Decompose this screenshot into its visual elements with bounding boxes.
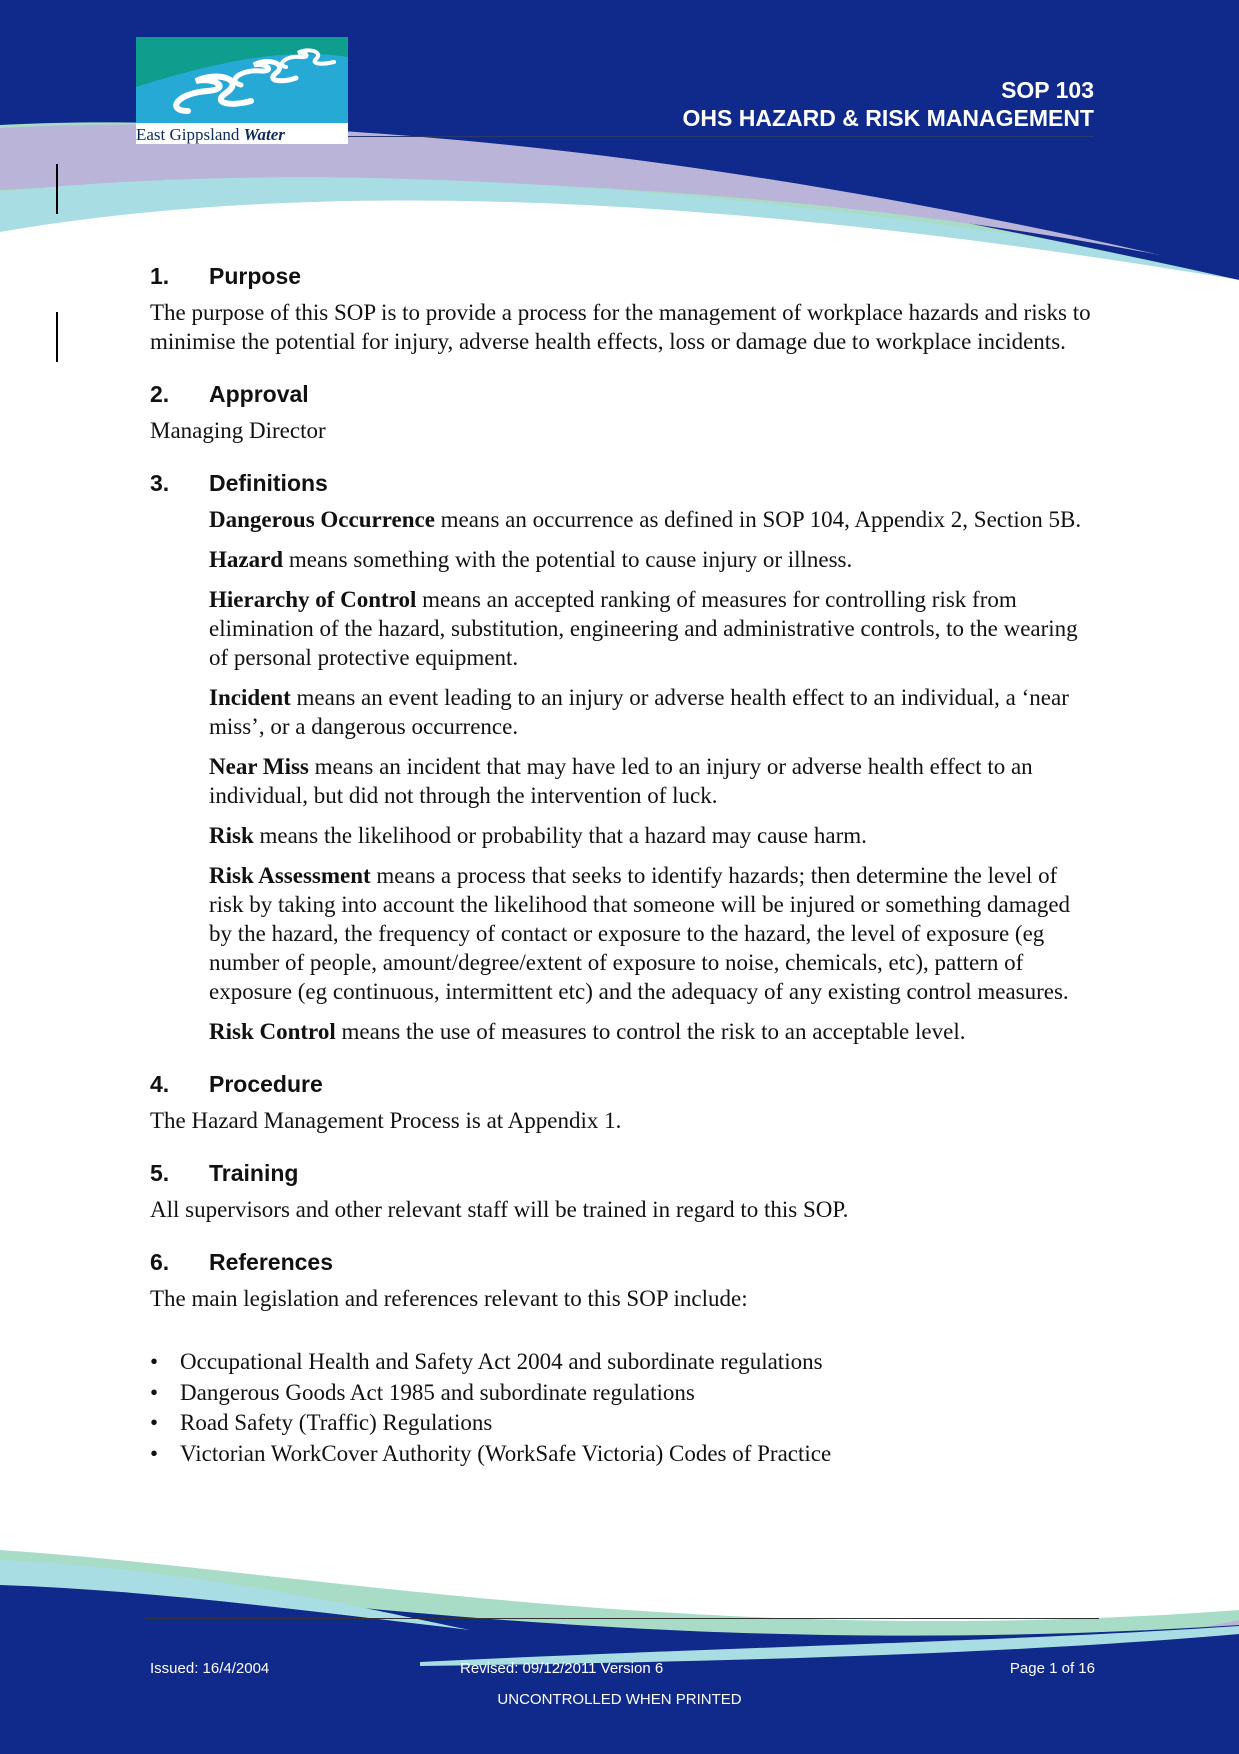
bullet-icon: • [150, 1379, 159, 1405]
reference-text: Road Safety (Traffic) Regulations [180, 1410, 493, 1435]
definition-item [209, 585, 1095, 672]
list-item [150, 1347, 1095, 1378]
list-item [150, 1378, 1095, 1409]
logo-text-regular: East Gippsland [136, 125, 244, 144]
purpose-text: The purpose of this SOP is to provide a process for the management of workplace hazards and risks to minimise the potential for injury, adverse health effects, loss or damage due to workplace incidents. [150, 300, 1091, 354]
footer-notice: UNCONTROLLED WHEN PRINTED [497, 1691, 742, 1708]
definition-term: Dangerous Occurrence [209, 507, 435, 532]
training-text: All supervisors and other relevant staff will be trained in regard to this SOP. [150, 1197, 849, 1222]
document-body [150, 262, 1095, 1469]
bullet-icon: • [150, 1410, 159, 1435]
definition-text: means the likelihood or probability that a hazard may cause harm. [253, 823, 867, 848]
section-number: 2. [150, 381, 170, 407]
section-title: Training [209, 1160, 299, 1186]
bullet-icon: • [150, 1440, 159, 1466]
sop-title: OHS HAZARD & RISK MANAGEMENT [682, 105, 1094, 131]
section-title: Purpose [209, 263, 302, 289]
section-title: References [209, 1249, 334, 1275]
definition-item [209, 1017, 1095, 1046]
section-heading-approval [150, 380, 1095, 408]
reference-text: Dangerous Goods Act 1985 and subordinate regulations [180, 1379, 695, 1405]
footer-page-number: Page 1 of 16 [1009, 1660, 1095, 1677]
section-number: 6. [150, 1249, 170, 1275]
definition-item [209, 545, 1095, 574]
definition-text: means something with the potential to cause injury or illness. [283, 547, 853, 572]
procedure-text: The Hazard Management Process is at Appendix 1. [150, 1108, 622, 1133]
list-item [150, 1408, 1095, 1439]
definition-text: means an accepted ranking of measures for controlling risk from elimination of the hazard, substitution, engineering and administrative controls, to the wearing of personal protective equipment. [209, 587, 1078, 670]
footer-rule [146, 1618, 1099, 1619]
company-logo [136, 37, 348, 144]
list-item [150, 1439, 1095, 1470]
section-heading-training [150, 1159, 1095, 1187]
definition-term: Risk Control [209, 1019, 336, 1044]
section-number: 4. [150, 1071, 170, 1097]
definition-term: Risk [209, 823, 254, 848]
section-title: Definitions [209, 470, 328, 496]
waves-logo-icon [136, 37, 348, 123]
footer-revised: Revised: 09/12/2011 Version 6 [460, 1660, 664, 1677]
header-rule [348, 136, 1094, 137]
footer-background [0, 1530, 1239, 1754]
sop-number: SOP 103 [1001, 77, 1094, 103]
definition-term: Near Miss [209, 754, 309, 779]
section-title: Procedure [209, 1071, 323, 1097]
approval-text: Managing Director [150, 418, 326, 443]
document-header-title [683, 76, 1094, 132]
definition-item [209, 821, 1095, 850]
logo-text-bold: Water [243, 125, 285, 144]
definition-text: means an event leading to an injury or adverse health effect to an individual, a ‘near miss’, or a dangerous occurrence. [209, 685, 1069, 739]
footer-issued: Issued: 16/4/2004 [150, 1660, 270, 1677]
section-number: 5. [150, 1160, 170, 1186]
definition-item [209, 752, 1095, 810]
section-number: 3. [150, 470, 170, 496]
definition-item [209, 683, 1095, 741]
definition-item [209, 861, 1095, 1006]
definition-text: means the use of measures to control the risk to an acceptable level. [335, 1019, 966, 1044]
definition-text: means a process that seeks to identify hazards; then determine the level of risk by taking into account the likelihood that someone will be injured or something damaged by the hazard, the frequency of contact or exposure to the hazard, the level of exposure (eg number of people, amount/degree/extent of exposure to noise, chemicals, etc), pattern of exposure (eg continuous, intermittent etc) and the adequacy of any existing control measures. [209, 863, 1071, 1004]
section-heading-references [150, 1248, 1095, 1276]
bullet-icon: • [150, 1349, 159, 1374]
section-heading-purpose [150, 262, 1095, 290]
references-list [150, 1347, 1095, 1469]
definition-term: Risk Assessment [209, 863, 371, 888]
section-heading-procedure [150, 1070, 1095, 1098]
reference-text: Occupational Health and Safety Act 2004 and subordinate regulations [180, 1349, 823, 1374]
definition-term: Hazard [209, 547, 284, 572]
change-bar [56, 164, 58, 214]
change-bar [56, 312, 58, 362]
definition-term: Incident [209, 685, 291, 710]
section-number: 1. [150, 263, 170, 289]
definition-term: Hierarchy of Control [209, 587, 417, 612]
definition-text: means an incident that may have led to an injury or adverse health effect to an individual, but did not through the intervention of luck. [209, 754, 1033, 808]
reference-text: Victorian WorkCover Authority (WorkSafe Victoria) Codes of Practice [180, 1440, 832, 1466]
section-title: Approval [209, 381, 309, 407]
section-heading-definitions [150, 469, 1095, 497]
references-intro: The main legislation and references relevant to this SOP include: [150, 1286, 748, 1311]
definition-item [209, 505, 1095, 534]
definition-text: means an occurrence as defined in SOP 104, Appendix 2, Section 5B. [434, 507, 1082, 532]
logo-wordmark [136, 125, 348, 145]
